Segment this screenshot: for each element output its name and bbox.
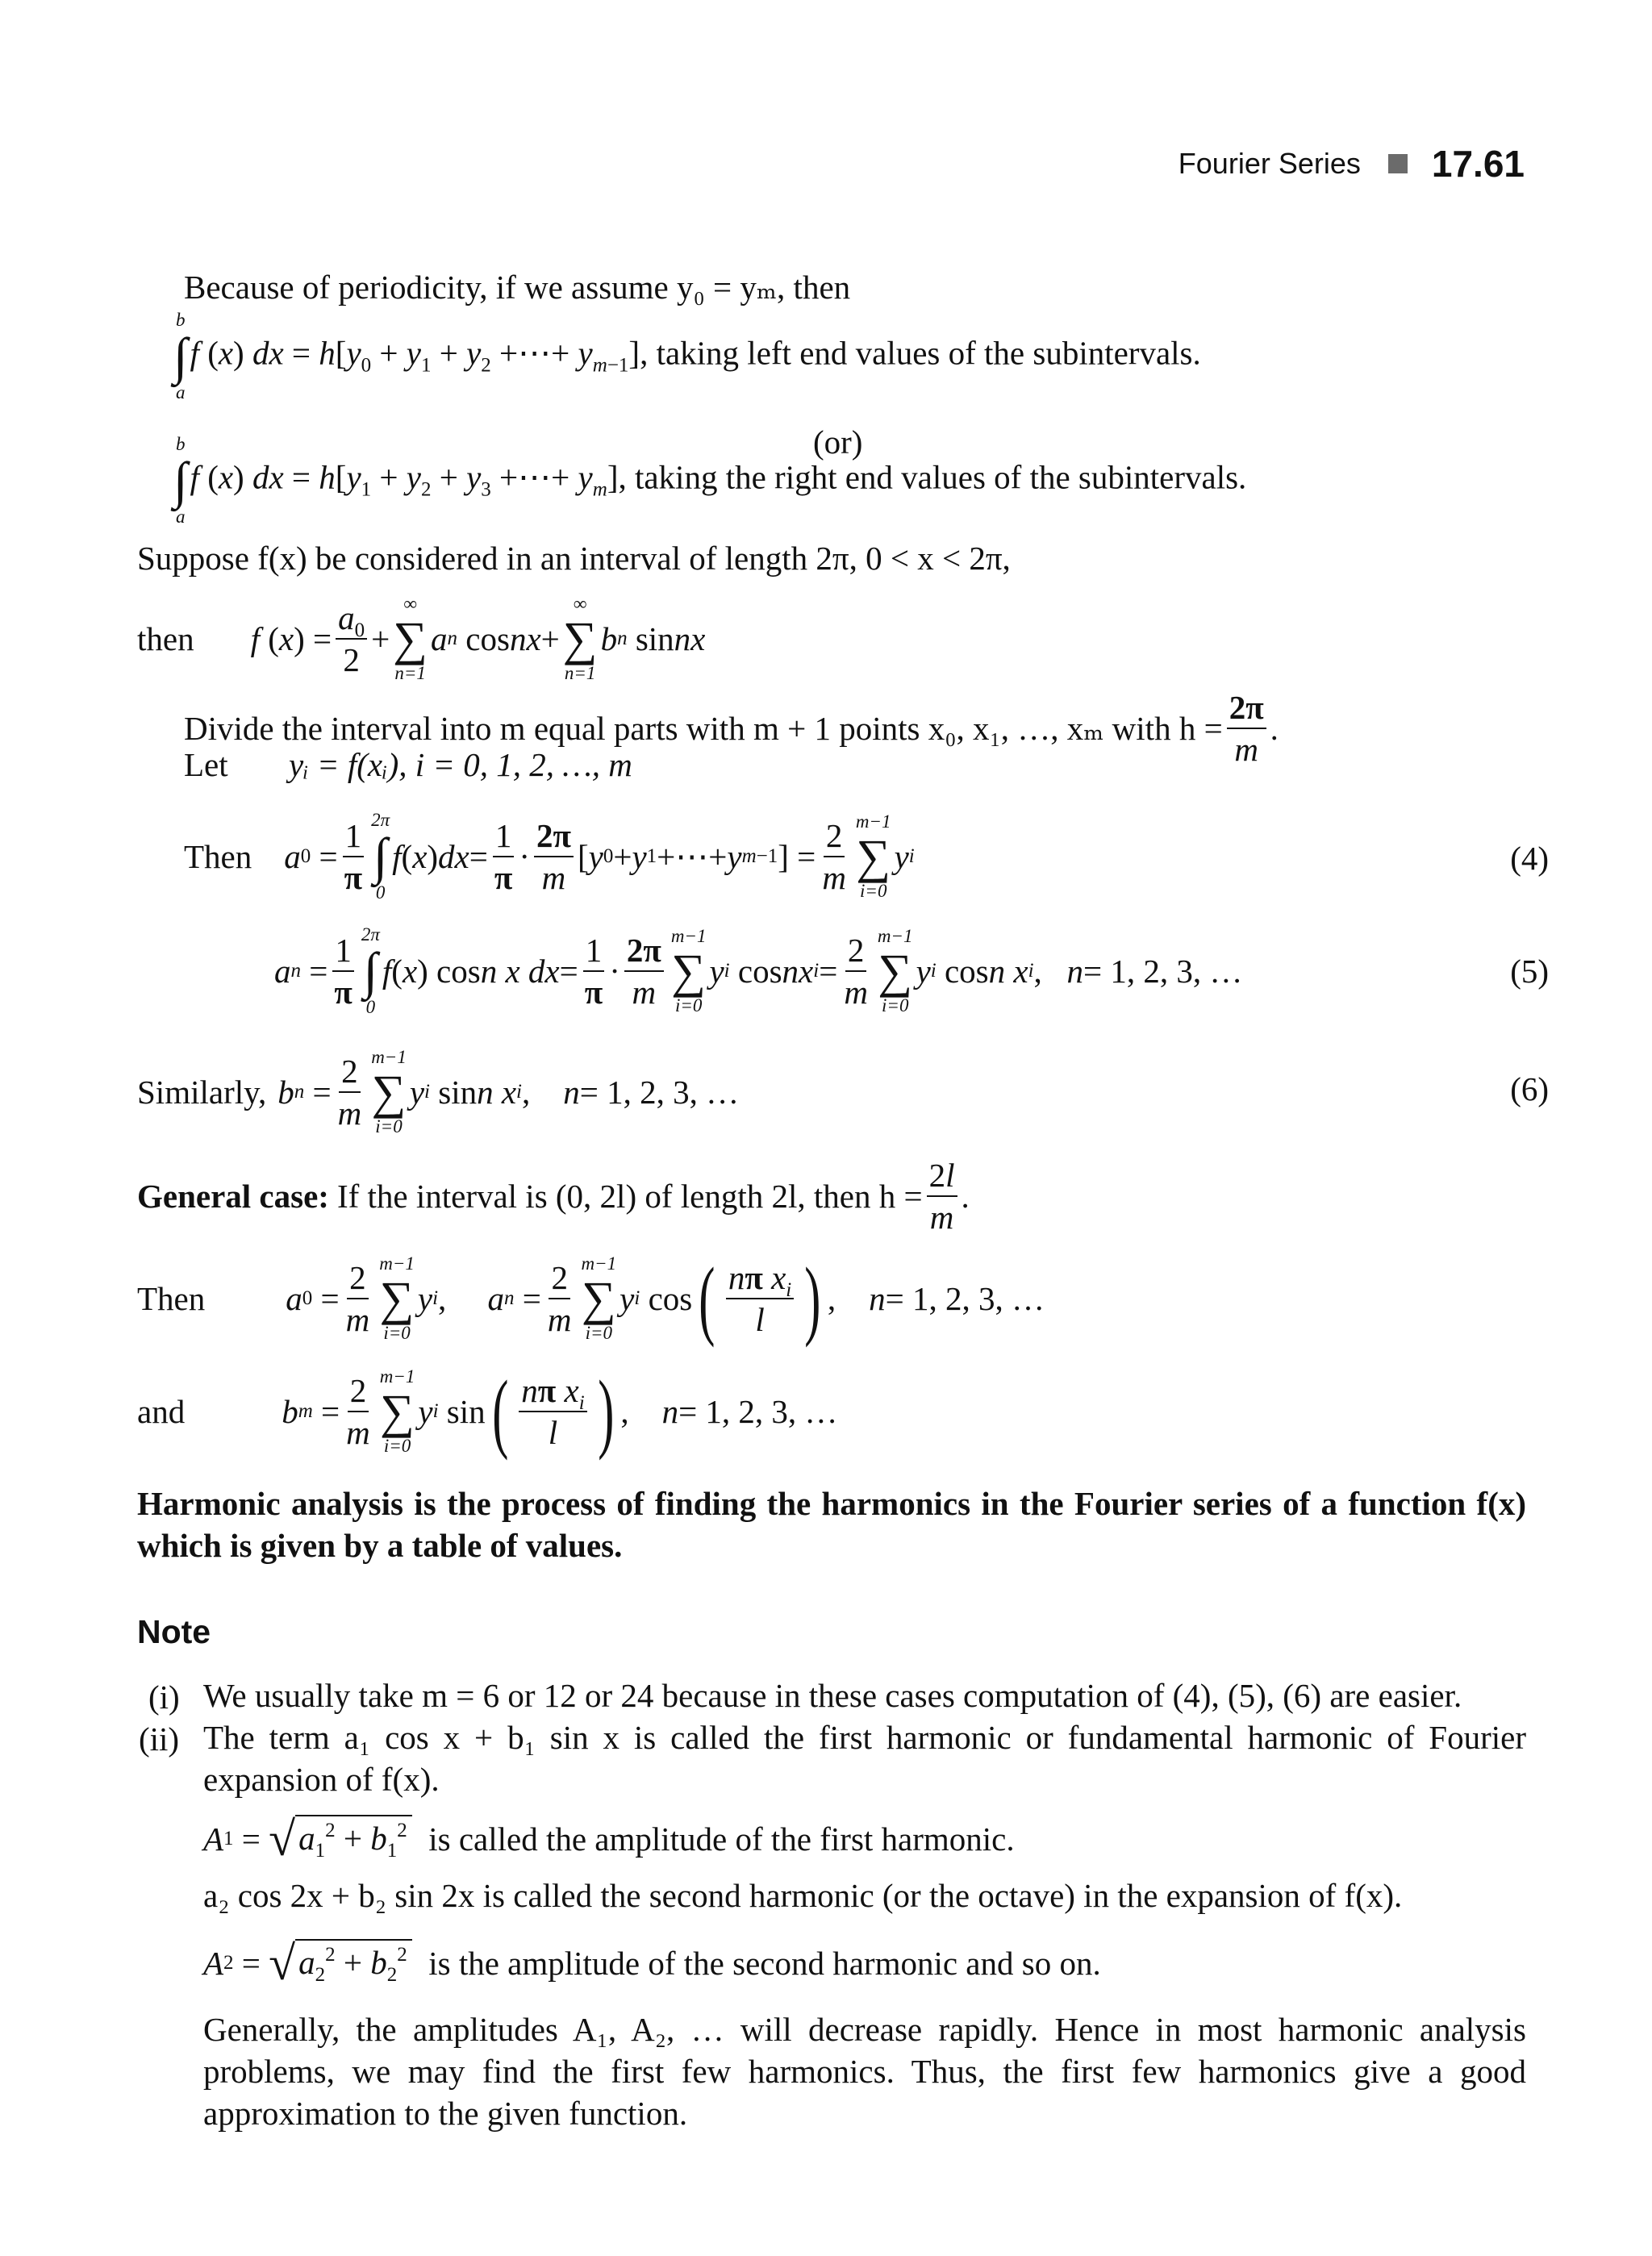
- note-ii-text: The term a₁ cos x + b₁ sin x is called the first harmonic or fundamental harmonic of Fourier expansion of f(x).: [203, 1719, 1526, 1798]
- amplitude-a2-line: A 2 = √ $a_2^2 + b_2^2$ is the amplitude of the second harmonic and so on.: [203, 1937, 1101, 1990]
- divide-text: Divide the interval into m equal parts with m + 1 points x₀, x₁, …, xₘ with h =: [184, 710, 1223, 747]
- a0-equation: Then a 0 = 1 π 2π ∫ 0 f ( x ) dx = 1 π · 2π m [ y 0 + y 1 +⋯+ y m−1 ] = 2 m m−1 ∑ i=0 y i: [184, 810, 915, 903]
- suppose-line: Suppose f(x) be considered in an interval of length 2π, 0 < x < 2π,: [137, 540, 1011, 577]
- then-label: then: [137, 620, 194, 657]
- general-case-label: General case:: [137, 1178, 329, 1215]
- harmonic-analysis-definition: Harmonic analysis is the process of finding the harmonics in the Fourier series of a function f(x) which is given by a table of values.: [137, 1485, 1526, 1564]
- integral-right-end: b ∫ a f (x) dx = $h[y_1 + y_2 + y_3$ +⋯+ $y_m$], taking the right end values of the subintervals.: [173, 434, 1247, 527]
- left-end-text: , taking left end values of the subintervals.: [640, 334, 1201, 372]
- integral-left-end: b ∫ a f (x) dx = $h[y_0 + y_1 + y_2$ +⋯+ $y_{m-1}$], taking left end values of the subintervals.: [173, 310, 1201, 402]
- let-line: [184, 745, 632, 784]
- an-equation: a n = 1 π 2π ∫ 0 f ( x ) cos n x dx = 1 π · 2π m m−1 ∑ i=0 y i cos nx i = 2 m m−1 ∑ i=0 y i cos n x i , n = 1, 2, 3, …: [274, 924, 1243, 1017]
- a1-text: is called the amplitude of the first harmonic.: [428, 1820, 1015, 1858]
- bn-equation: Similarly, b n = 2 m m−1 ∑ i=0 y i sin n x i , n = 1, 2, 3, …: [137, 1047, 740, 1136]
- second-harmonic-line: a₂ cos 2x + b₂ sin 2x is called the second harmonic (or the octave) in the expansion of f(x).: [203, 1877, 1403, 1914]
- fourier-series-eq: then f ( x ) = $a_0$ 2 + ∞ ∑ n=1 a n cos nx + ∞ ∑ n=1 b n sin nx: [137, 594, 706, 683]
- or-label: (or): [813, 423, 863, 461]
- divide-line: Divide the interval into m equal parts with m + 1 points x₀, x₁, …, xₘ with h = $\frac{2\pi}{m}$ .: [184, 689, 1279, 768]
- then2-label: Then: [184, 838, 252, 875]
- page-number: 17.61: [1431, 143, 1525, 185]
- let-label: Let: [184, 746, 228, 783]
- amplitude-a1-line: A 1 = √ $a_1^2 + b_1^2$ is called the amplitude of the first harmonic.: [203, 1812, 1015, 1866]
- a2-text: is the amplitude of the second harmonic and so on.: [428, 1945, 1101, 1982]
- eq-number-6: (6): [1510, 1070, 1549, 1107]
- header-square-icon: [1388, 154, 1408, 173]
- periodicity-line: Because of periodicity, if we assume y₀ = yₘ, then: [184, 269, 851, 306]
- note-ii-label: (ii): [139, 1720, 180, 1758]
- and-label: and: [137, 1393, 186, 1430]
- note-i-label: (i): [148, 1678, 180, 1716]
- general-a-equations: Then a 0 = 2 m m−1 ∑ i=0 y i , a n = 2 m m−1 ∑ i=0 y i cos ( nπ $x_i$ l ) , n = 1, 2, 3, …: [137, 1249, 1045, 1348]
- right-end-text: , taking the right end values of the subintervals.: [618, 458, 1247, 496]
- then3-label: Then: [137, 1280, 206, 1317]
- generally-paragraph: Generally, the amplitudes A₁, A₂, … will decrease rapidly. Hence in most harmonic analysis problems, we may find the first few harmonics. Thus, the first few harmonics give a good approximation to the given function.: [203, 2011, 1526, 2132]
- eq-number-5: (5): [1510, 953, 1549, 990]
- general-case-line: General case: If the interval is (0, 2l) of length 2l, then h = $\frac{2l}{m}$ .: [137, 1157, 970, 1236]
- running-header: [1179, 142, 1525, 186]
- general-case-text: If the interval is (0, 2l) of length 2l, then h =: [336, 1178, 923, 1215]
- let-expr: yᵢ = f(xᵢ), i = 0, 1, 2, …, m: [289, 746, 632, 783]
- eq-number-4: (4): [1510, 840, 1549, 877]
- note-i-text: We usually take m = 6 or 12 or 24 because in these cases computation of (4), (5), (6) are easier.: [203, 1677, 1462, 1714]
- section-title: Fourier Series: [1178, 147, 1361, 180]
- note-heading: Note: [137, 1613, 211, 1650]
- general-b-equation: and b m = 2 m m−1 ∑ i=0 y i sin ( nπ $x_i$ l ) , n = 1, 2, 3, …: [137, 1362, 838, 1461]
- similarly-label: Similarly,: [137, 1074, 267, 1111]
